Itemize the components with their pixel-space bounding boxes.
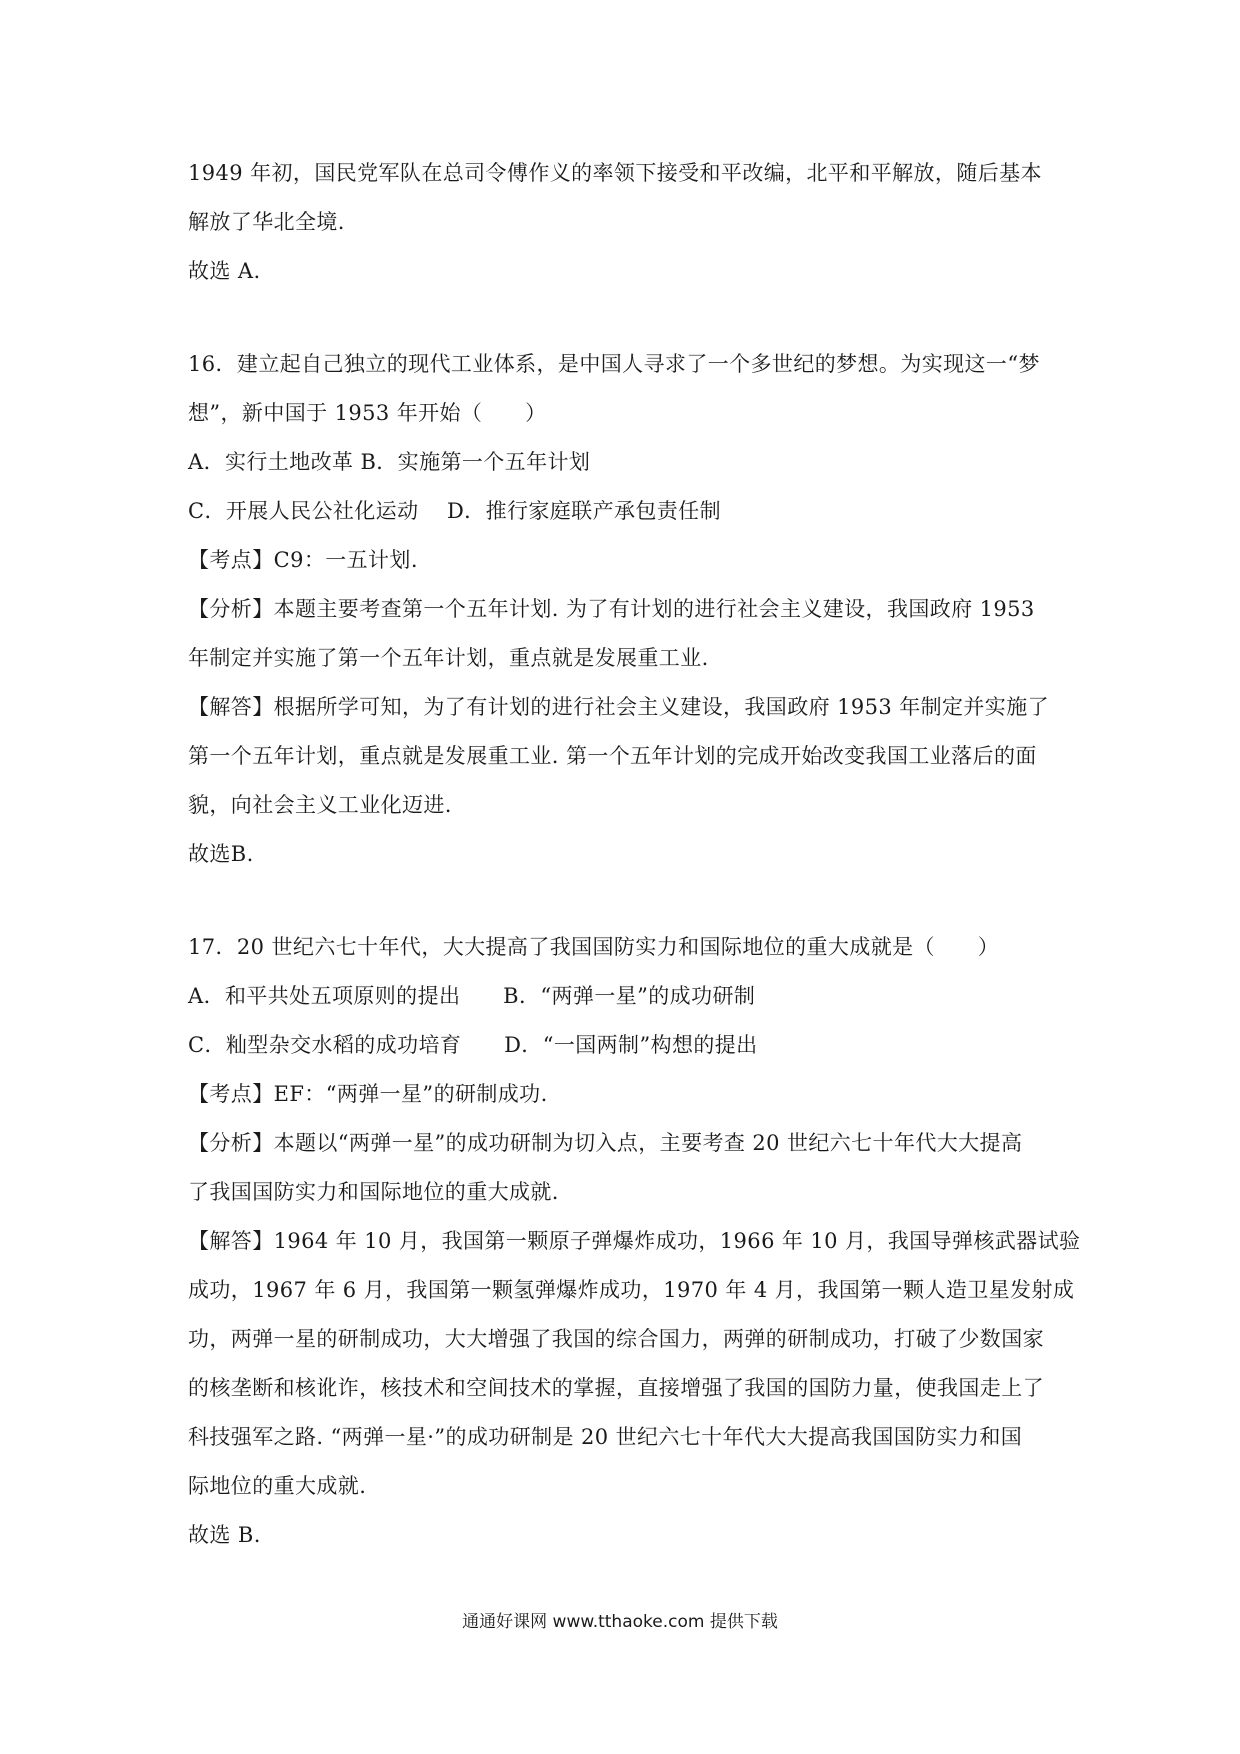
page-content (188, 158, 1081, 1569)
key-point: 【考点】EF：“两弹一星”的研制成功. (188, 1082, 548, 1106)
options-line: C．籼型杂交水稻的成功培育 D．“一国两制”构想的提出 (188, 1033, 758, 1057)
solution-line: 【解答】根据所学可知，为了有计划的进行社会主义建设，我国政府 1953 年制定并实施了 (188, 695, 1049, 719)
solution-line: 功，两弹一星的研制成功，大大增强了我国的综合国力，两弹的研制成功，打破了少数国家 (188, 1327, 1044, 1351)
question-16 (188, 349, 1063, 869)
section-gap (188, 888, 1063, 932)
analysis-line: 了我国国防实力和国际地位的重大成就. (188, 1180, 559, 1204)
page-footer: 通通好课网 www.tthaoke.com 提供下载 (462, 1612, 778, 1632)
solution-line: 成功，1967 年 6 月，我国第一颗氢弹爆炸成功，1970 年 4 月，我国第一颗人造卫星发射成 (188, 1278, 1075, 1302)
section-gap (188, 305, 1063, 349)
analysis-line: 【分析】本题主要考查第一个五年计划. 为了有计划的进行社会主义建设，我国政府 1953 (188, 597, 1035, 621)
question-stem: 17．20 世纪六七十年代，大大提高了我国国防实力和国际地位的重大成就是（ ） (188, 935, 1000, 959)
question-stem: 16．建立起自己独立的现代工业体系，是中国人寻求了一个多世纪的梦想。为实现这一“梦 (188, 352, 1040, 376)
answer-choice: 故选B. (188, 842, 254, 866)
analysis-line: 【分析】本题以“两弹一星”的成功研制为切入点，主要考查 20 世纪六七十年代大大提高 (188, 1131, 1023, 1155)
options-line: C．开展人民公社化运动 D．推行家庭联产承包责任制 (188, 499, 721, 523)
answer-line: 1949 年初，国民党军队在总司令傅作义的率领下接受和平改编，北平和平解放，随后基本 (188, 161, 1042, 185)
solution-line: 的核垄断和核讹诈，核技术和空间技术的掌握，直接增强了我国的国防力量，使我国走上了 (188, 1376, 1044, 1400)
solution-line: 科技强军之路. “两弹一星·”的成功研制是 20 世纪六七十年代大大提高我国国防实力和国 (188, 1425, 1023, 1449)
previous-answer-section (188, 158, 1063, 286)
solution-line: 第一个五年计划，重点就是发展重工业. 第一个五年计划的完成开始改变我国工业落后的面 (188, 744, 1037, 768)
analysis-line: 年制定并实施了第一个五年计划，重点就是发展重工业. (188, 646, 709, 670)
solution-line: 【解答】1964 年 10 月，我国第一颗原子弹爆炸成功，1966 年 10 月，我国导弹核武器试验 (188, 1229, 1081, 1253)
options-line: A．实行土地改革 B．实施第一个五年计划 (188, 450, 591, 474)
options-line: A．和平共处五项原则的提出 B．“两弹一星”的成功研制 (188, 984, 756, 1008)
answer-choice: 故选 A. (188, 259, 261, 283)
answer-choice: 故选 B. (188, 1523, 261, 1547)
solution-line: 貌，向社会主义工业化迈进. (188, 793, 452, 817)
question-stem: 想”，新中国于 1953 年开始（ ） (188, 401, 547, 425)
question-17 (188, 932, 1081, 1550)
key-point: 【考点】C9：一五计划. (188, 548, 418, 572)
answer-line: 解放了华北全境. (188, 210, 345, 234)
solution-line: 际地位的重大成就. (188, 1474, 367, 1498)
